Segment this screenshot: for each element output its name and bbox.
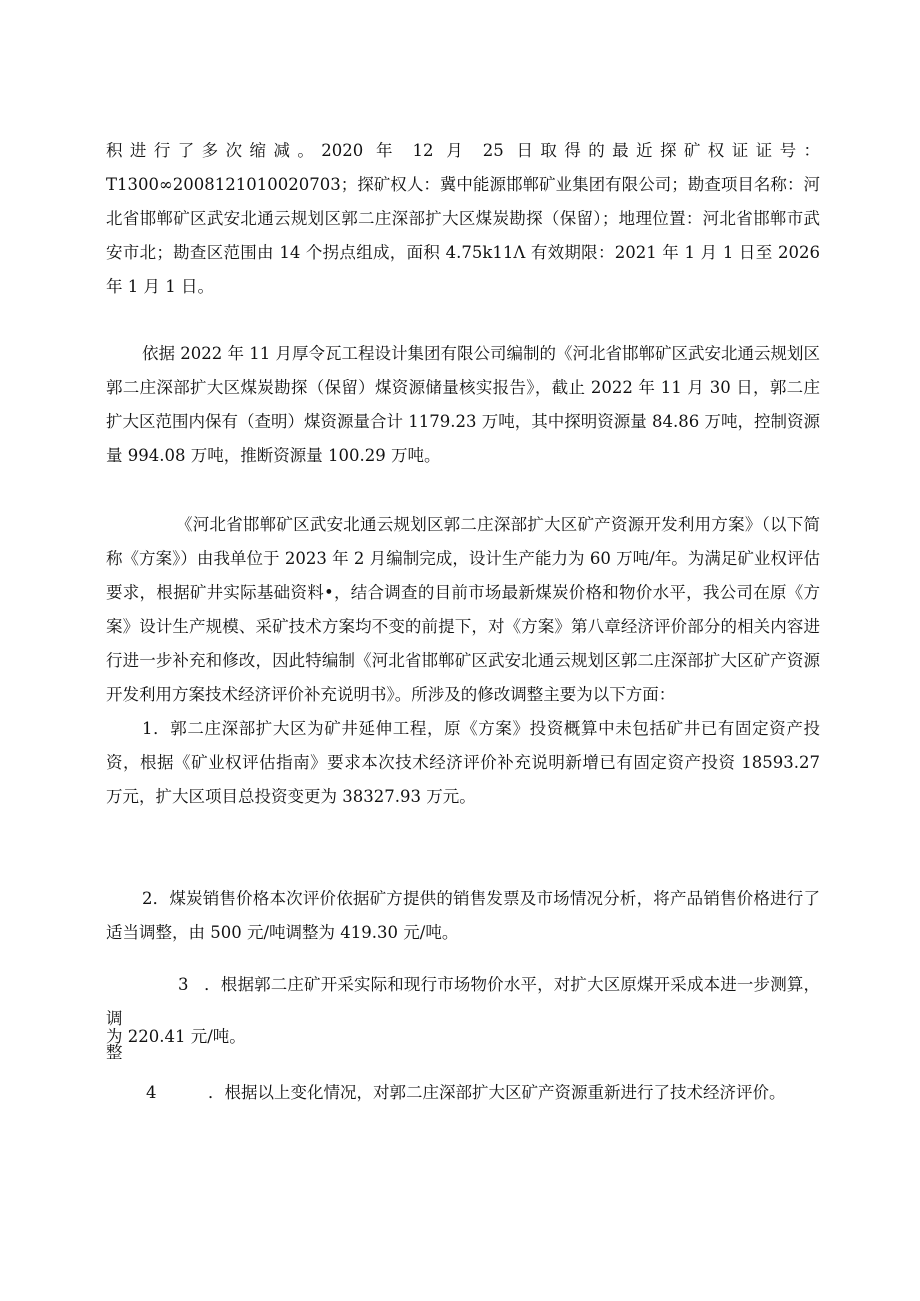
item-text: ．根据以上变化情况，对郭二庄深部扩大区矿产资源重新进行了技术经济评价。 — [208, 1083, 786, 1102]
item-number: 3 — [178, 975, 189, 994]
paragraph-item-3 — [106, 968, 820, 1070]
item-text: ．根据郭二庄矿开采实际和现行市场物价水平，对扩大区原煤开采成本进一步测算，调 — [106, 975, 820, 1028]
paragraph-line: 积进行了多次缩减。2020 年 12 月 25 日取得的最近探矿权证证号： — [106, 141, 820, 160]
paragraph-item-3-continuation: 为 220.41 元/吨。 — [106, 1027, 246, 1046]
paragraph-item-1: 1．郭二庄深部扩大区为矿井延伸工程，原《方案》投资概算中未包括矿井已有固定资产投资，根据《矿业权评估指南》要求本次技术经济评价补充说明新增已有固定资产投资 18593.27 万元，扩大区项目总投资变更为 38327.93 万元。 — [106, 719, 820, 806]
paragraph-resource-report: 依据 2022 年 11 月厚令瓦工程设计集团有限公司编制的《河北省邯郸矿区武安北通云规划区郭二庄深部扩大区煤炭勘探（保留）煤资源储量核实报告》，截止 2022 年 11 月 30 日，郭二庄扩大区范围内保有（查明）煤资源量合计 1179.23 万吨，其中探明资源量 84.86 万吨，控制资源量 994.08 万吨，推断资源量 100.29 万吨。 — [106, 344, 820, 465]
item-number: 4 — [146, 1083, 157, 1102]
paragraph-text: T1300∞2008121010020703；探矿权人：冀中能源邯郸矿业集团有限公司；勘查项目名称：河北省邯郸矿区武安北通云规划区郭二庄深部扩大区煤炭勘探（保留）；地理位置：河北省邯郸市武安市北；勘查区范围由 14 个拐点组成，面积 4.75k11Λ 有效期限：2021 年 1 月 1 日至 2026 年 1 月 1 日。 — [106, 175, 820, 296]
paragraph-exploration-permit — [106, 134, 820, 304]
paragraph-plan-description: 《河北省邯郸矿区武安北通云规划区郭二庄深部扩大区矿产资源开发利用方案》（以下简称《方案》）由我单位于 2023 年 2 月编制完成，设计生产能力为 60 万吨/年。为满足矿业权评估要求，根据矿井实际基础资料•，结合调查的目前市场最新煤炭价格和物价水平，我公司在原《方案》设计生产规模、采矿技术方案均不变的前提下，对《方案》第八章经济评价部分的相关内容进行进一步补充和修改，因此特编制《河北省邯郸矿区武安北通云规划区郭二庄深部扩大区矿产资源开发利用方案技术经济评价补充说明书》。所涉及的修改调整主要为以下方面： — [106, 515, 820, 704]
paragraph-item-2: 2．煤炭销售价格本次评价依据矿方提供的销售发票及市场情况分析，将产品销售价格进行了适当调整，由 500 元/吨调整为 419.30 元/吨。 — [106, 889, 820, 942]
paragraph-item-4 — [146, 1076, 820, 1110]
item-continuation: 整 — [106, 1043, 123, 1062]
